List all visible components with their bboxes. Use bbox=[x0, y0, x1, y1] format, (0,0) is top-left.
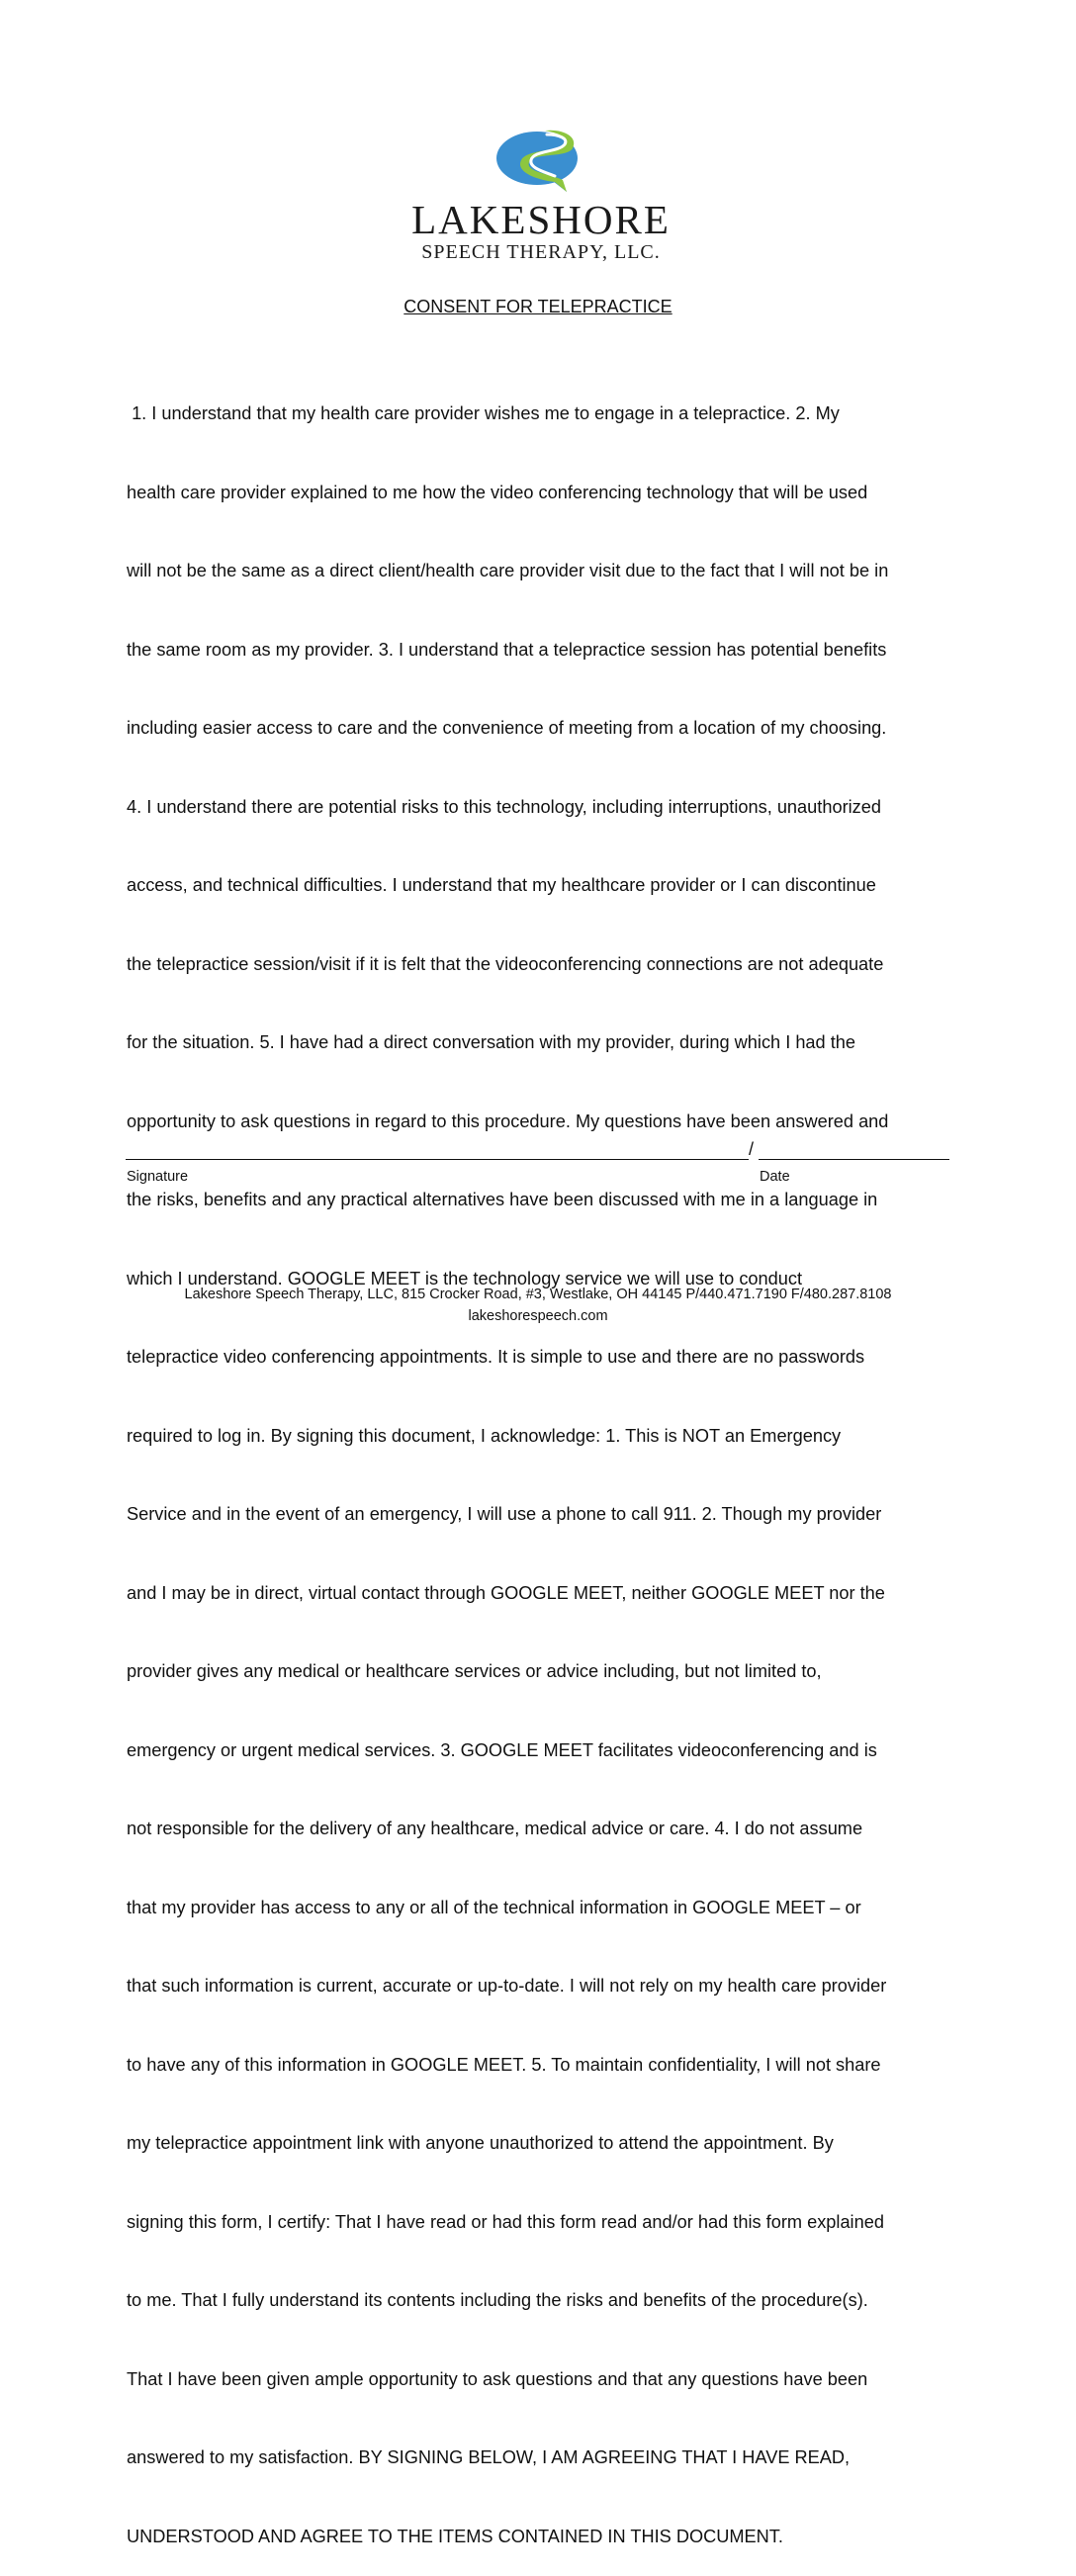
body-line: That I have been given ample opportunity to ask questions and that any questions have been bbox=[127, 2368, 868, 2389]
body-line: and I may be in direct, virtual contact through GOOGLE MEET, neither GOOGLE MEET nor the bbox=[127, 1582, 885, 1603]
body-line: the same room as my provider. 3. I understand that a telepractice session has potential benefits bbox=[127, 639, 887, 660]
body-line: which I understand. GOOGLE MEET is the technology service we will use to conduct bbox=[127, 1268, 803, 1288]
body-line: opportunity to ask questions in regard to this procedure. My questions have been answered and bbox=[127, 1110, 889, 1131]
signature-line[interactable] bbox=[126, 1159, 749, 1160]
body-line: required to log in. By signing this document, I acknowledge: 1. This is NOT an Emergency bbox=[127, 1425, 842, 1446]
body-line: telepractice video conferencing appointments. It is simple to use and there are no passwords bbox=[127, 1347, 865, 1367]
company-logo bbox=[0, 127, 1076, 263]
body-line: provider gives any medical or healthcare services or advice including, but not limited to, bbox=[127, 1661, 822, 1681]
body-line: that my provider has access to any or all of the technical information in GOOGLE MEET – or bbox=[127, 1897, 861, 1917]
body-line: signing this form, I certify: That I have read or had this form read and/or had this form explained bbox=[127, 2211, 884, 2232]
body-line: not responsible for the delivery of any healthcare, medical advice or care. 4. I do not assume bbox=[127, 1819, 863, 1838]
body-line: to have any of this information in GOOGLE MEET. 5. To maintain confidentiality, I will not share bbox=[127, 2054, 881, 2075]
date-label: Date bbox=[760, 1169, 790, 1185]
date-line[interactable] bbox=[759, 1159, 949, 1160]
body-line: Service and in the event of an emergency, I will use a phone to call 911. 2. Though my provider bbox=[127, 1504, 882, 1524]
document-title: CONSENT FOR TELEPRACTICE bbox=[404, 297, 672, 316]
footer-address: Lakeshore Speech Therapy, LLC, 815 Crocker Road, #3, Westlake, OH 44145 P/440.471.7190 F/480.287.8108 bbox=[184, 1287, 892, 1302]
body-line: that such information is current, accurate or up-to-date. I will not rely on my health care provider bbox=[127, 1976, 887, 1996]
logo-subtitle: SPEECH THERAPY, LLC. bbox=[421, 241, 661, 263]
body-line: answered to my satisfaction. BY SIGNING BELOW, I AM AGREEING THAT I HAVE READ, bbox=[127, 2447, 851, 2467]
footer-website: lakeshorespeech.com bbox=[468, 1308, 608, 1324]
body-line: the risks, benefits and any practical alternatives have been discussed with me in a language in bbox=[127, 1190, 878, 1209]
signature-date-separator: / bbox=[749, 1139, 755, 1159]
body-line: including easier access to care and the convenience of meeting from a location of my choosing. bbox=[127, 718, 887, 738]
body-line: access, and technical difficulties. I understand that my healthcare provider or I can discontinue bbox=[127, 875, 876, 895]
body-line: emergency or urgent medical services. 3. GOOGLE MEET facilitates videoconferencing and is bbox=[127, 1739, 877, 1760]
body-line: 4. I understand there are potential risks to this technology, including interruptions, unauthorized bbox=[127, 796, 881, 817]
signature-label: Signature bbox=[127, 1169, 189, 1185]
page-footer bbox=[0, 1284, 1076, 1327]
body-line: health care provider explained to me how the video conferencing technology that will be used bbox=[127, 482, 868, 502]
logo-name: LAKESHORE bbox=[411, 197, 671, 242]
body-line: the telepractice session/visit if it is felt that the videoconferencing connections are not adequate bbox=[127, 953, 884, 974]
body-line: UNDERSTOOD AND AGREE TO THE ITEMS CONTAINED IN THIS DOCUMENT. bbox=[127, 2526, 783, 2546]
body-line: 1. I understand that my health care provider wishes me to engage in a telepractice. 2. My bbox=[127, 403, 840, 423]
body-line: will not be the same as a direct client/health care provider visit due to the fact that I will not be in bbox=[127, 561, 889, 580]
speech-bubble-icon bbox=[493, 127, 583, 196]
body-line: my telepractice appointment link with anyone unauthorized to attend the appointment. By bbox=[127, 2133, 834, 2153]
consent-body bbox=[127, 348, 953, 2576]
body-line: to me. That I fully understand its contents including the risks and benefits of the procedure(s). bbox=[127, 2290, 868, 2310]
body-line: for the situation. 5. I have had a direct conversation with my provider, during which I had the bbox=[127, 1032, 856, 1052]
